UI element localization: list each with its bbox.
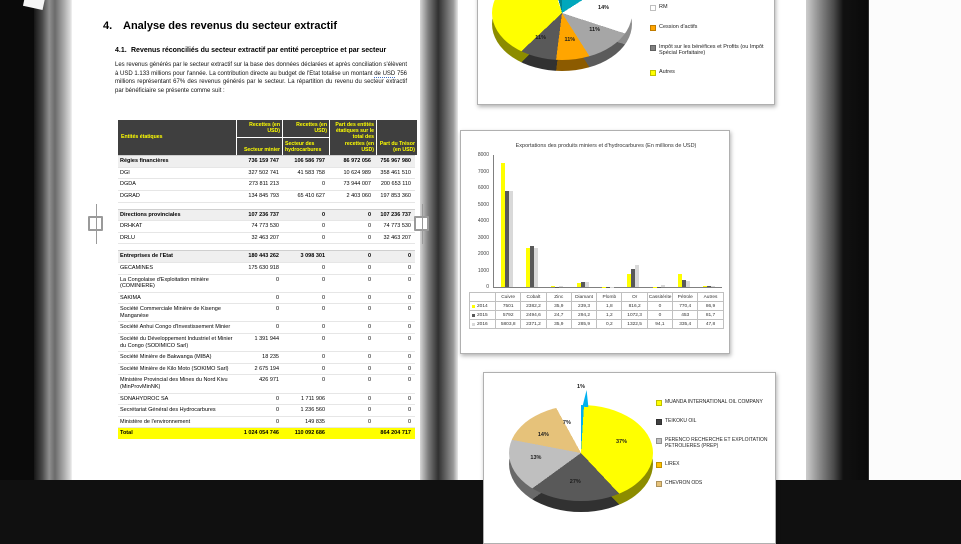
bar-2016 xyxy=(585,282,589,287)
row-value: 0 xyxy=(407,377,411,384)
data-table-value: 2382,2 xyxy=(521,302,546,311)
bar-group-zinc xyxy=(551,286,563,287)
row-label: Société Commerciale Minière de Kisenge Manganèse xyxy=(120,306,221,319)
intro-paragraph xyxy=(115,61,407,96)
revenue-table-body xyxy=(118,155,415,439)
row-value: 32 463 207 xyxy=(251,234,279,241)
subsection-title: Revenus réconciliés du secteur extractif par entité perceptrice et par secteur xyxy=(131,47,387,54)
row-value: 0 xyxy=(275,407,279,414)
row-value: 0 xyxy=(367,253,371,260)
legend-item xyxy=(656,437,770,449)
legend-marker-icon xyxy=(650,70,656,76)
row-value: 0 xyxy=(367,234,371,241)
page-gutter-middle xyxy=(420,0,458,480)
row-value: 2 675 194 xyxy=(254,365,279,372)
row-value: 107 236 737 xyxy=(248,211,279,218)
data-table-header-row xyxy=(470,293,724,302)
data-table-value: 7501 xyxy=(496,302,521,311)
row-label: DGRAD xyxy=(120,192,140,199)
table-row xyxy=(118,304,415,322)
legend-marker-icon xyxy=(650,25,656,31)
revenue-table-header xyxy=(118,120,415,155)
data-table-category: Cassitérite xyxy=(648,293,673,302)
table-row xyxy=(118,275,415,293)
row-value: 0 xyxy=(321,211,325,218)
table-row xyxy=(118,179,415,191)
row-value: 0 xyxy=(367,395,371,402)
bar-group-cuivre xyxy=(501,163,513,287)
row-value: 0 xyxy=(407,365,411,372)
header-recettes-label: Recettes (en USD) xyxy=(237,120,282,138)
page-gutter-right xyxy=(806,0,868,480)
row-value: 32 463 207 xyxy=(383,234,411,241)
row-value: 0 xyxy=(321,336,325,343)
data-table-category: Pétrole xyxy=(673,293,698,302)
row-value: 0 xyxy=(407,294,411,301)
data-table-value: 94,1 xyxy=(648,320,673,329)
bar-group-or xyxy=(627,265,639,287)
row-value: 74 773 530 xyxy=(383,223,411,230)
legend-item xyxy=(656,480,770,487)
row-value: 200 653 110 xyxy=(380,181,411,188)
legend-item xyxy=(650,44,770,56)
data-table-value: 1072,3 xyxy=(622,311,647,320)
y-axis-tick: 4000 xyxy=(477,218,489,224)
table-row xyxy=(118,428,415,439)
table-row xyxy=(118,375,415,393)
table-row xyxy=(118,334,415,352)
legend-label: TEIKOKU OIL xyxy=(665,418,697,424)
header-recettes-label: Recettes (en USD) xyxy=(283,120,329,138)
row-value: 273 811 213 xyxy=(248,181,279,188)
row-value: 0 xyxy=(407,354,411,361)
row-label: DGDA xyxy=(120,181,136,188)
pie-chart-card-top[interactable] xyxy=(477,0,775,105)
bar-group-plomb xyxy=(602,287,614,288)
row-value: 1 236 560 xyxy=(300,407,325,414)
data-table-value: 0 xyxy=(648,311,673,320)
document-page xyxy=(72,0,420,480)
legend-label: Cession d'actifs xyxy=(659,24,698,30)
data-table-value: 1322,5 xyxy=(622,320,647,329)
legend-marker-icon xyxy=(656,400,662,406)
row-value: 0 xyxy=(275,306,279,313)
y-axis-tick: 1000 xyxy=(477,267,489,274)
y-axis-tick: 7000 xyxy=(477,168,489,175)
row-label: Secrétariat Général des Hydrocarbures xyxy=(120,407,216,414)
data-table-row xyxy=(470,311,724,320)
legend-label: MUANDA INTERNATIONAL OIL COMPANY xyxy=(665,399,763,405)
revenue-table xyxy=(118,120,415,439)
y-axis-tick: 0 xyxy=(486,284,489,290)
row-value: 756 967 980 xyxy=(380,158,411,165)
row-value: 358 461 510 xyxy=(380,169,411,176)
row-value: 0 xyxy=(407,264,411,271)
data-table-value: 81,7 xyxy=(698,311,723,320)
row-label: Total xyxy=(120,430,133,437)
data-table-value: 5792 xyxy=(496,311,521,320)
header-secteur-minier: Secteur minier xyxy=(243,146,280,153)
paragraph-text: 756 millions représentant 67% des revenus générés par le secteur. La répartition du revenu du secteur extractif par bénéficiaire se présente comme suit : xyxy=(115,70,407,95)
pie-slice-label: 14% xyxy=(598,5,610,12)
data-table-year: 2016 xyxy=(470,320,496,329)
row-value: 0 xyxy=(367,324,371,331)
legend-item xyxy=(650,24,770,31)
data-table-value: 453 xyxy=(673,311,698,320)
data-table-category: Autres xyxy=(698,293,723,302)
charts-page xyxy=(458,0,806,486)
row-value: 0 xyxy=(321,354,325,361)
row-label: Régies financières xyxy=(120,158,169,165)
paragraph-text: Les revenus générés par le secteur extractif sur la base des données déclarées et après conciliation s'élèvent à USD 1.133 millions pour l'année. La contribution directe au budget de l'Etat totalise un montant xyxy=(115,62,407,77)
section-heading xyxy=(103,20,403,32)
data-table-value: 0,2 xyxy=(597,320,622,329)
row-value: 0 xyxy=(367,365,371,372)
row-value: 327 502 741 xyxy=(248,169,279,176)
row-label: DRLU xyxy=(120,234,135,241)
table-row xyxy=(118,322,415,334)
row-value: 175 630 918 xyxy=(248,264,279,271)
section-title: Analyse des revenus du secteur extractif xyxy=(123,20,337,32)
row-value: 0 xyxy=(407,324,411,331)
data-table-category: Diamant xyxy=(572,293,597,302)
pie-slice-label: 11% xyxy=(589,26,600,33)
header-recettes-minier xyxy=(237,120,282,155)
row-value: 180 443 262 xyxy=(248,253,279,260)
row-value: 149 835 xyxy=(305,418,325,425)
row-label: Entreprises de l'Etat xyxy=(120,253,173,260)
row-label: Ministère Provincial des Mines du Nord Kivu (MinProvMinNK) xyxy=(120,377,228,391)
row-value: 0 xyxy=(367,407,371,414)
row-value: 0 xyxy=(275,276,279,283)
pie-slice-label: 7% xyxy=(562,420,571,427)
series-marker-icon xyxy=(472,314,475,317)
row-value: 0 xyxy=(407,418,411,425)
legend-label: CHEVRON ODS xyxy=(665,480,703,486)
header-recettes-hydro xyxy=(283,120,329,155)
bar-2016 xyxy=(610,287,614,288)
row-value: 1 711 906 xyxy=(300,395,325,402)
legend-item xyxy=(656,461,770,468)
row-label: Société Minière de Kilo Moto (SOKIMO Sarl) xyxy=(120,365,229,372)
row-label: GECAMINES xyxy=(120,264,154,271)
legend-marker-icon xyxy=(656,462,662,468)
row-label: DRHKAT xyxy=(120,223,143,230)
legend-label: Impôt sur les bénéfices et Profits (ou Impôt Spécial Forfaitaire) xyxy=(659,44,764,56)
row-value: 0 xyxy=(275,418,279,425)
legend-item xyxy=(656,418,770,425)
row-value: 134 845 793 xyxy=(248,192,279,199)
data-table-value: 770,4 xyxy=(673,302,698,311)
header-part-entites: Part des entités étatiques sur le total des recettes (en USD) xyxy=(330,120,376,155)
table-row xyxy=(118,233,415,245)
y-axis-tick: 2000 xyxy=(477,251,489,257)
data-table-value: 5803,8 xyxy=(496,320,521,329)
row-value: 41 583 758 xyxy=(297,169,325,176)
row-value: 0 xyxy=(367,211,371,218)
table-row xyxy=(118,364,415,376)
row-value: 0 xyxy=(407,276,411,283)
legend-marker-icon xyxy=(656,419,662,425)
table-row xyxy=(118,417,415,429)
row-label: Société Minière de Bakwanga (MIBA) xyxy=(120,354,212,361)
row-value: 0 xyxy=(367,418,371,425)
bar-2016 xyxy=(635,265,639,287)
data-table-value: 0 xyxy=(648,302,673,311)
data-table-value: 2494,6 xyxy=(521,311,546,320)
bar-group-cassitérite xyxy=(653,285,665,287)
row-value: 0 xyxy=(367,354,371,361)
data-table-value: 24,7 xyxy=(547,311,572,320)
bar-group-cobalt xyxy=(526,246,538,287)
bar-chart-plot xyxy=(493,155,722,288)
row-label: DGI xyxy=(120,169,130,176)
row-label: SAKIMA xyxy=(120,294,141,301)
table-row xyxy=(118,221,415,233)
data-table-year: 2014 xyxy=(470,302,496,311)
data-table-row xyxy=(470,302,724,311)
row-value: 0 xyxy=(321,234,325,241)
table-row xyxy=(118,250,415,263)
row-value: 1 391 944 xyxy=(254,336,279,343)
row-value: 0 xyxy=(321,365,325,372)
table-row xyxy=(118,168,415,180)
legend-marker-icon xyxy=(656,481,662,487)
row-value: 0 xyxy=(407,306,411,313)
y-axis-tick: 5000 xyxy=(477,201,489,208)
legend-item xyxy=(656,399,770,406)
row-value: 0 xyxy=(321,294,325,301)
subsection-heading xyxy=(115,47,410,54)
row-value: 736 159 747 xyxy=(248,158,279,165)
data-table-category: Cuivre xyxy=(496,293,521,302)
data-table-value: 2371,2 xyxy=(521,320,546,329)
series-marker-icon xyxy=(472,305,475,308)
pie-top-legend xyxy=(650,4,770,76)
paragraph-marked-text: de USD xyxy=(374,70,396,77)
row-value: 0 xyxy=(367,294,371,301)
data-table-value: 335,4 xyxy=(673,320,698,329)
row-label: Directions provinciales xyxy=(120,211,181,218)
y-axis-tick: 6000 xyxy=(477,185,489,191)
row-value: 0 xyxy=(321,306,325,313)
bar-group-autres xyxy=(703,286,715,287)
legend-label: Autres xyxy=(659,69,675,75)
bar-chart-card[interactable] xyxy=(460,130,730,354)
row-value: 0 xyxy=(321,276,325,283)
row-value: 2 403 060 xyxy=(346,192,371,199)
pie-disc xyxy=(509,405,653,501)
legend-marker-icon xyxy=(650,45,656,51)
header-entites: Entités étatiques xyxy=(118,120,236,155)
row-value: 106 586 797 xyxy=(294,158,325,165)
row-value: 0 xyxy=(407,253,411,260)
pie-slice-label: 1% xyxy=(577,384,585,391)
bar-chart-title: Exportations des produits miniers et d'hydrocarbures (En millions de USD) xyxy=(515,143,697,149)
row-value: 197 853 360 xyxy=(380,192,411,199)
row-value: 0 xyxy=(321,264,325,271)
data-table-value: 47,8 xyxy=(698,320,723,329)
pie-slice-label: 11% xyxy=(535,34,546,41)
legend-label: PERENCO RECHERCHE ET EXPLOITATION PETROLIERES (PREP) xyxy=(665,437,768,449)
bar-2016 xyxy=(686,281,690,287)
row-value: 74 773 530 xyxy=(251,223,279,230)
row-value: 0 xyxy=(367,223,371,230)
row-label: SONAHYDROC SA xyxy=(120,395,169,402)
row-value: 0 xyxy=(321,324,325,331)
selection-edge-line xyxy=(422,204,423,244)
row-value: 0 xyxy=(321,377,325,384)
row-label: Ministère de l'environnement xyxy=(120,418,191,425)
y-axis-tick: 3000 xyxy=(477,234,489,241)
row-value: 0 xyxy=(407,407,411,414)
table-row xyxy=(118,293,415,305)
table-row xyxy=(118,352,415,364)
row-value: 0 xyxy=(407,336,411,343)
row-value: 0 xyxy=(275,294,279,301)
pie-slice-label: 37% xyxy=(616,438,628,445)
table-row xyxy=(118,405,415,417)
table-row xyxy=(118,191,415,203)
data-table-value: 1,2 xyxy=(597,311,622,320)
row-value: 0 xyxy=(367,377,371,384)
legend-marker-icon xyxy=(656,438,662,444)
bar-2016 xyxy=(661,285,665,287)
legend-label: RM xyxy=(659,4,668,10)
selection-handle-right[interactable] xyxy=(414,216,429,231)
data-table-value: 285,9 xyxy=(572,320,597,329)
data-table-value: 1,8 xyxy=(597,302,622,311)
bar-chart-data-table xyxy=(469,292,724,329)
bar-2016 xyxy=(559,286,563,287)
data-table-value: 816,2 xyxy=(622,302,647,311)
row-value: 107 236 737 xyxy=(380,211,411,218)
legend-item xyxy=(650,69,770,76)
selection-edge-line xyxy=(96,204,97,244)
data-table-value: 35,9 xyxy=(547,320,572,329)
series-marker-icon xyxy=(472,323,475,326)
row-value: 86 972 056 xyxy=(343,158,371,165)
pie-slice-label: 14% xyxy=(537,431,549,438)
row-value: 0 xyxy=(275,395,279,402)
row-value: 73 944 007 xyxy=(343,181,371,188)
data-table-corner xyxy=(470,293,496,302)
row-value: 0 xyxy=(367,306,371,313)
data-table-category: Zinc xyxy=(547,293,572,302)
header-secteur-hydrocarbures: Secteur des hydrocarbures xyxy=(285,140,322,153)
row-value: 0 xyxy=(367,336,371,343)
selection-handle-left[interactable] xyxy=(88,216,103,231)
section-number: 4. xyxy=(103,20,113,32)
data-table-value: 35,9 xyxy=(547,302,572,311)
header-part-tresor: Part du Trésor (en USD) xyxy=(377,120,417,155)
row-value: 10 624 989 xyxy=(343,169,371,176)
data-table-category: Cobalt xyxy=(521,293,546,302)
pie-chart-card-bottom[interactable] xyxy=(483,372,776,544)
row-value: 3 098 301 xyxy=(300,253,325,260)
row-value: 864 204 717 xyxy=(380,430,411,437)
bar-2016 xyxy=(509,191,513,287)
data-table-year: 2015 xyxy=(470,311,496,320)
row-value: 18 235 xyxy=(262,354,279,361)
pie-slice-label: 27% xyxy=(569,478,581,485)
row-value: 0 xyxy=(321,223,325,230)
table-row xyxy=(118,394,415,406)
y-axis-tick: 8000 xyxy=(477,152,489,158)
subsection-number: 4.1. xyxy=(115,47,127,54)
background-left xyxy=(0,0,34,480)
next-page-edge xyxy=(868,0,961,480)
bar-group-diamant xyxy=(577,282,589,287)
legend-item xyxy=(650,4,770,11)
pie-slice-label: 13% xyxy=(530,455,542,462)
data-table-value: 239,3 xyxy=(572,302,597,311)
legend-marker-icon xyxy=(650,5,656,11)
bar-2016 xyxy=(534,248,538,287)
row-label: Société du Développement Industriel et Minier du Congo (SODIMICO Sarl) xyxy=(120,336,233,349)
pie-slice-label: 11% xyxy=(564,37,576,44)
row-value: 0 xyxy=(407,395,411,402)
row-label: La Congolaise d'Exploitation minière (COMINIERE) xyxy=(120,276,209,290)
row-value xyxy=(327,428,373,439)
pie-chart-revenue-by-tax xyxy=(492,0,632,60)
bar-2016 xyxy=(711,286,715,287)
row-value: 0 xyxy=(367,276,371,283)
data-table-value: 86,9 xyxy=(698,302,723,311)
page-gutter-left xyxy=(34,0,72,480)
data-table-category: Plomb xyxy=(597,293,622,302)
row-value: 1 024 054 746 xyxy=(243,430,279,437)
row-label: Société Anhui Congo d'Investissement Minier xyxy=(120,324,231,331)
pie-chart-oil-companies xyxy=(509,384,653,501)
bar-group-pétrole xyxy=(678,274,690,287)
table-row xyxy=(118,155,415,168)
table-row xyxy=(118,263,415,275)
row-value: 65 410 627 xyxy=(297,192,325,199)
data-table-value: 294,2 xyxy=(572,311,597,320)
row-value: 426 971 xyxy=(259,377,279,384)
row-value: 0 xyxy=(321,181,325,188)
row-value: 110 092 686 xyxy=(294,430,325,437)
row-value: 0 xyxy=(367,264,371,271)
data-table-category: Or xyxy=(622,293,647,302)
bar-chart-y-axis xyxy=(465,152,491,290)
pie-bottom-legend xyxy=(656,399,770,487)
data-table-row xyxy=(470,320,724,329)
table-row xyxy=(118,209,415,222)
row-value: 0 xyxy=(275,324,279,331)
legend-label: LIREX xyxy=(665,461,680,467)
